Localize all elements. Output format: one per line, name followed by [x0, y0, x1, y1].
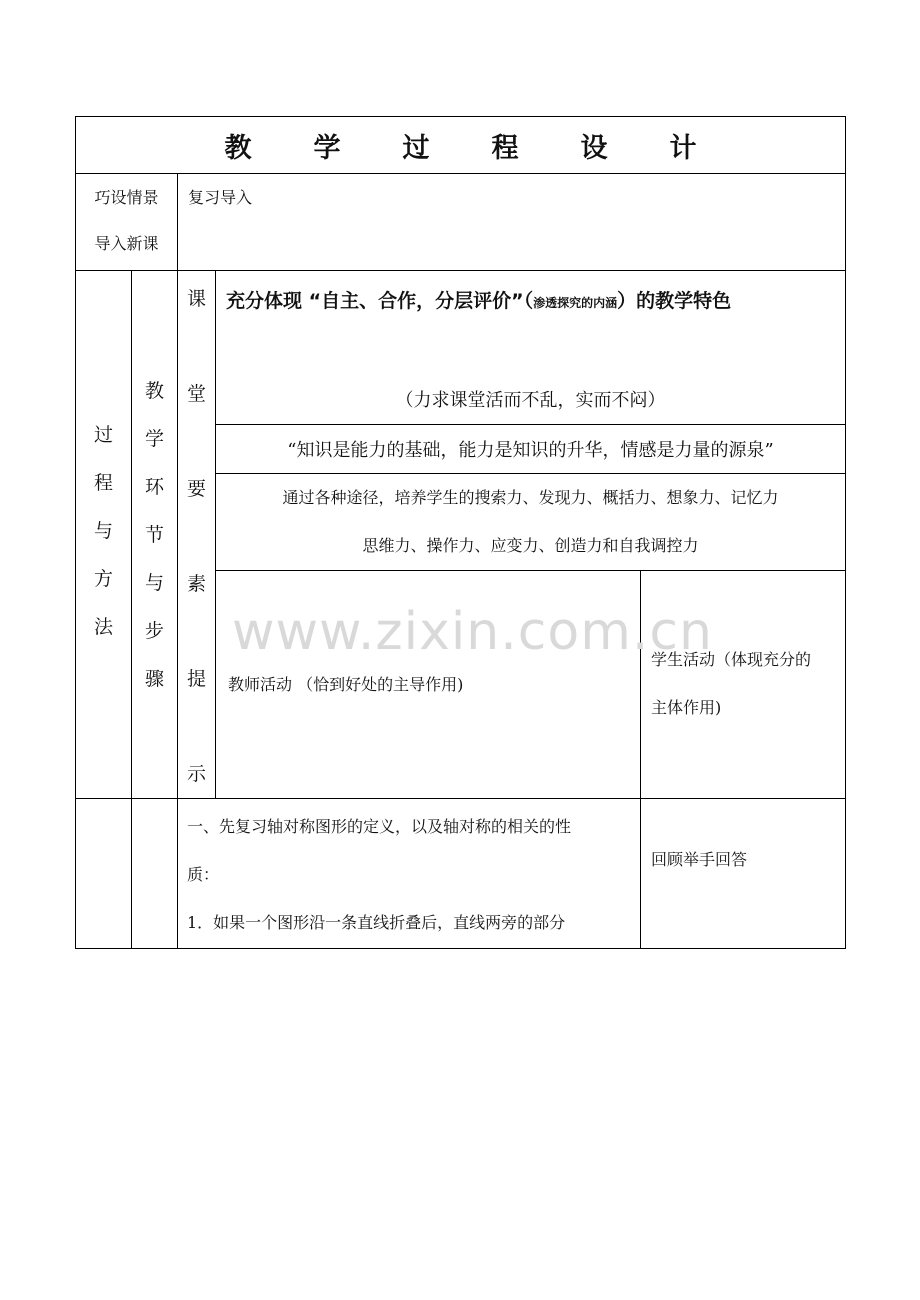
intro-label	[76, 174, 177, 270]
class-elements-label	[178, 284, 215, 799]
label-char: 与	[144, 572, 164, 594]
title-char: 过	[402, 132, 430, 164]
teacher-activity-label: 教师活动 （恰到好处的主导作用)	[228, 675, 464, 694]
col-divider	[177, 173, 178, 271]
teaching-feature-heading	[226, 286, 846, 313]
intro-label-line: 巧设情景	[94, 188, 159, 207]
process-method-label	[76, 420, 131, 660]
review-content	[187, 803, 637, 947]
feature-small-text: 渗透探究的内涵	[533, 296, 618, 310]
watermark: www.zixin.com.cn	[232, 602, 713, 662]
student-activity-line: 主体作用)	[651, 698, 722, 717]
title-char: 学	[313, 132, 341, 164]
label-char: 示	[186, 763, 206, 785]
abilities-line: 思维力、操作力、应变力、创造力和自我调控力	[362, 536, 699, 555]
feature-text: 充分体现 “自主、合作，分层评价”（	[226, 290, 534, 312]
intro-content: 复习导入	[188, 188, 253, 207]
label-char: 节	[144, 524, 164, 546]
label-char: 程	[93, 472, 113, 494]
title-char: 程	[491, 132, 519, 164]
label-char: 教	[144, 380, 164, 402]
label-char: 堂	[186, 383, 206, 405]
label-char: 步	[144, 620, 164, 642]
teaching-feature-subtitle: （力求课堂活而不乱，实而不闷）	[395, 390, 666, 411]
table-border-right	[845, 116, 846, 949]
label-char: 要	[186, 478, 206, 500]
label-char: 方	[93, 568, 113, 590]
label-char: 素	[186, 573, 206, 595]
title-char: 教	[224, 132, 252, 164]
abilities-text	[216, 474, 845, 570]
student-activity-line: 学生活动（体现充分的	[651, 650, 812, 669]
label-char: 环	[144, 476, 164, 498]
label-char: 过	[93, 424, 113, 446]
label-char: 学	[144, 428, 164, 450]
student-activity-label	[651, 636, 843, 732]
label-char: 提	[186, 668, 206, 690]
review-line: 一、先复习轴对称图形的定义，以及轴对称的相关的性	[187, 817, 572, 836]
abilities-line: 通过各种途径，培养学生的搜索力、发现力、概括力、想象力、记忆力	[282, 488, 779, 507]
row-divider	[215, 424, 846, 425]
title-char: 计	[669, 132, 697, 164]
row-divider	[75, 270, 846, 271]
intro-label-line: 导入新课	[94, 234, 159, 253]
table-border-bottom	[75, 948, 846, 949]
feature-text: ）的教学特色	[617, 290, 732, 312]
quote-text: “知识是能力的基础，能力是知识的升华，情感是力量的源泉”	[287, 440, 774, 461]
title-char: 设	[580, 132, 608, 164]
label-char: 骤	[144, 668, 164, 690]
label-char: 法	[93, 616, 113, 638]
label-char: 课	[186, 288, 206, 310]
teaching-steps-label	[132, 376, 177, 712]
student-answer: 回顾举手回答	[651, 850, 748, 869]
review-line: 1．如果一个图形沿一条直线折叠后，直线两旁的部分	[187, 913, 566, 932]
row-divider	[215, 570, 846, 571]
table-title	[76, 117, 845, 173]
review-line: 质：	[187, 865, 220, 884]
label-char: 与	[93, 520, 113, 542]
